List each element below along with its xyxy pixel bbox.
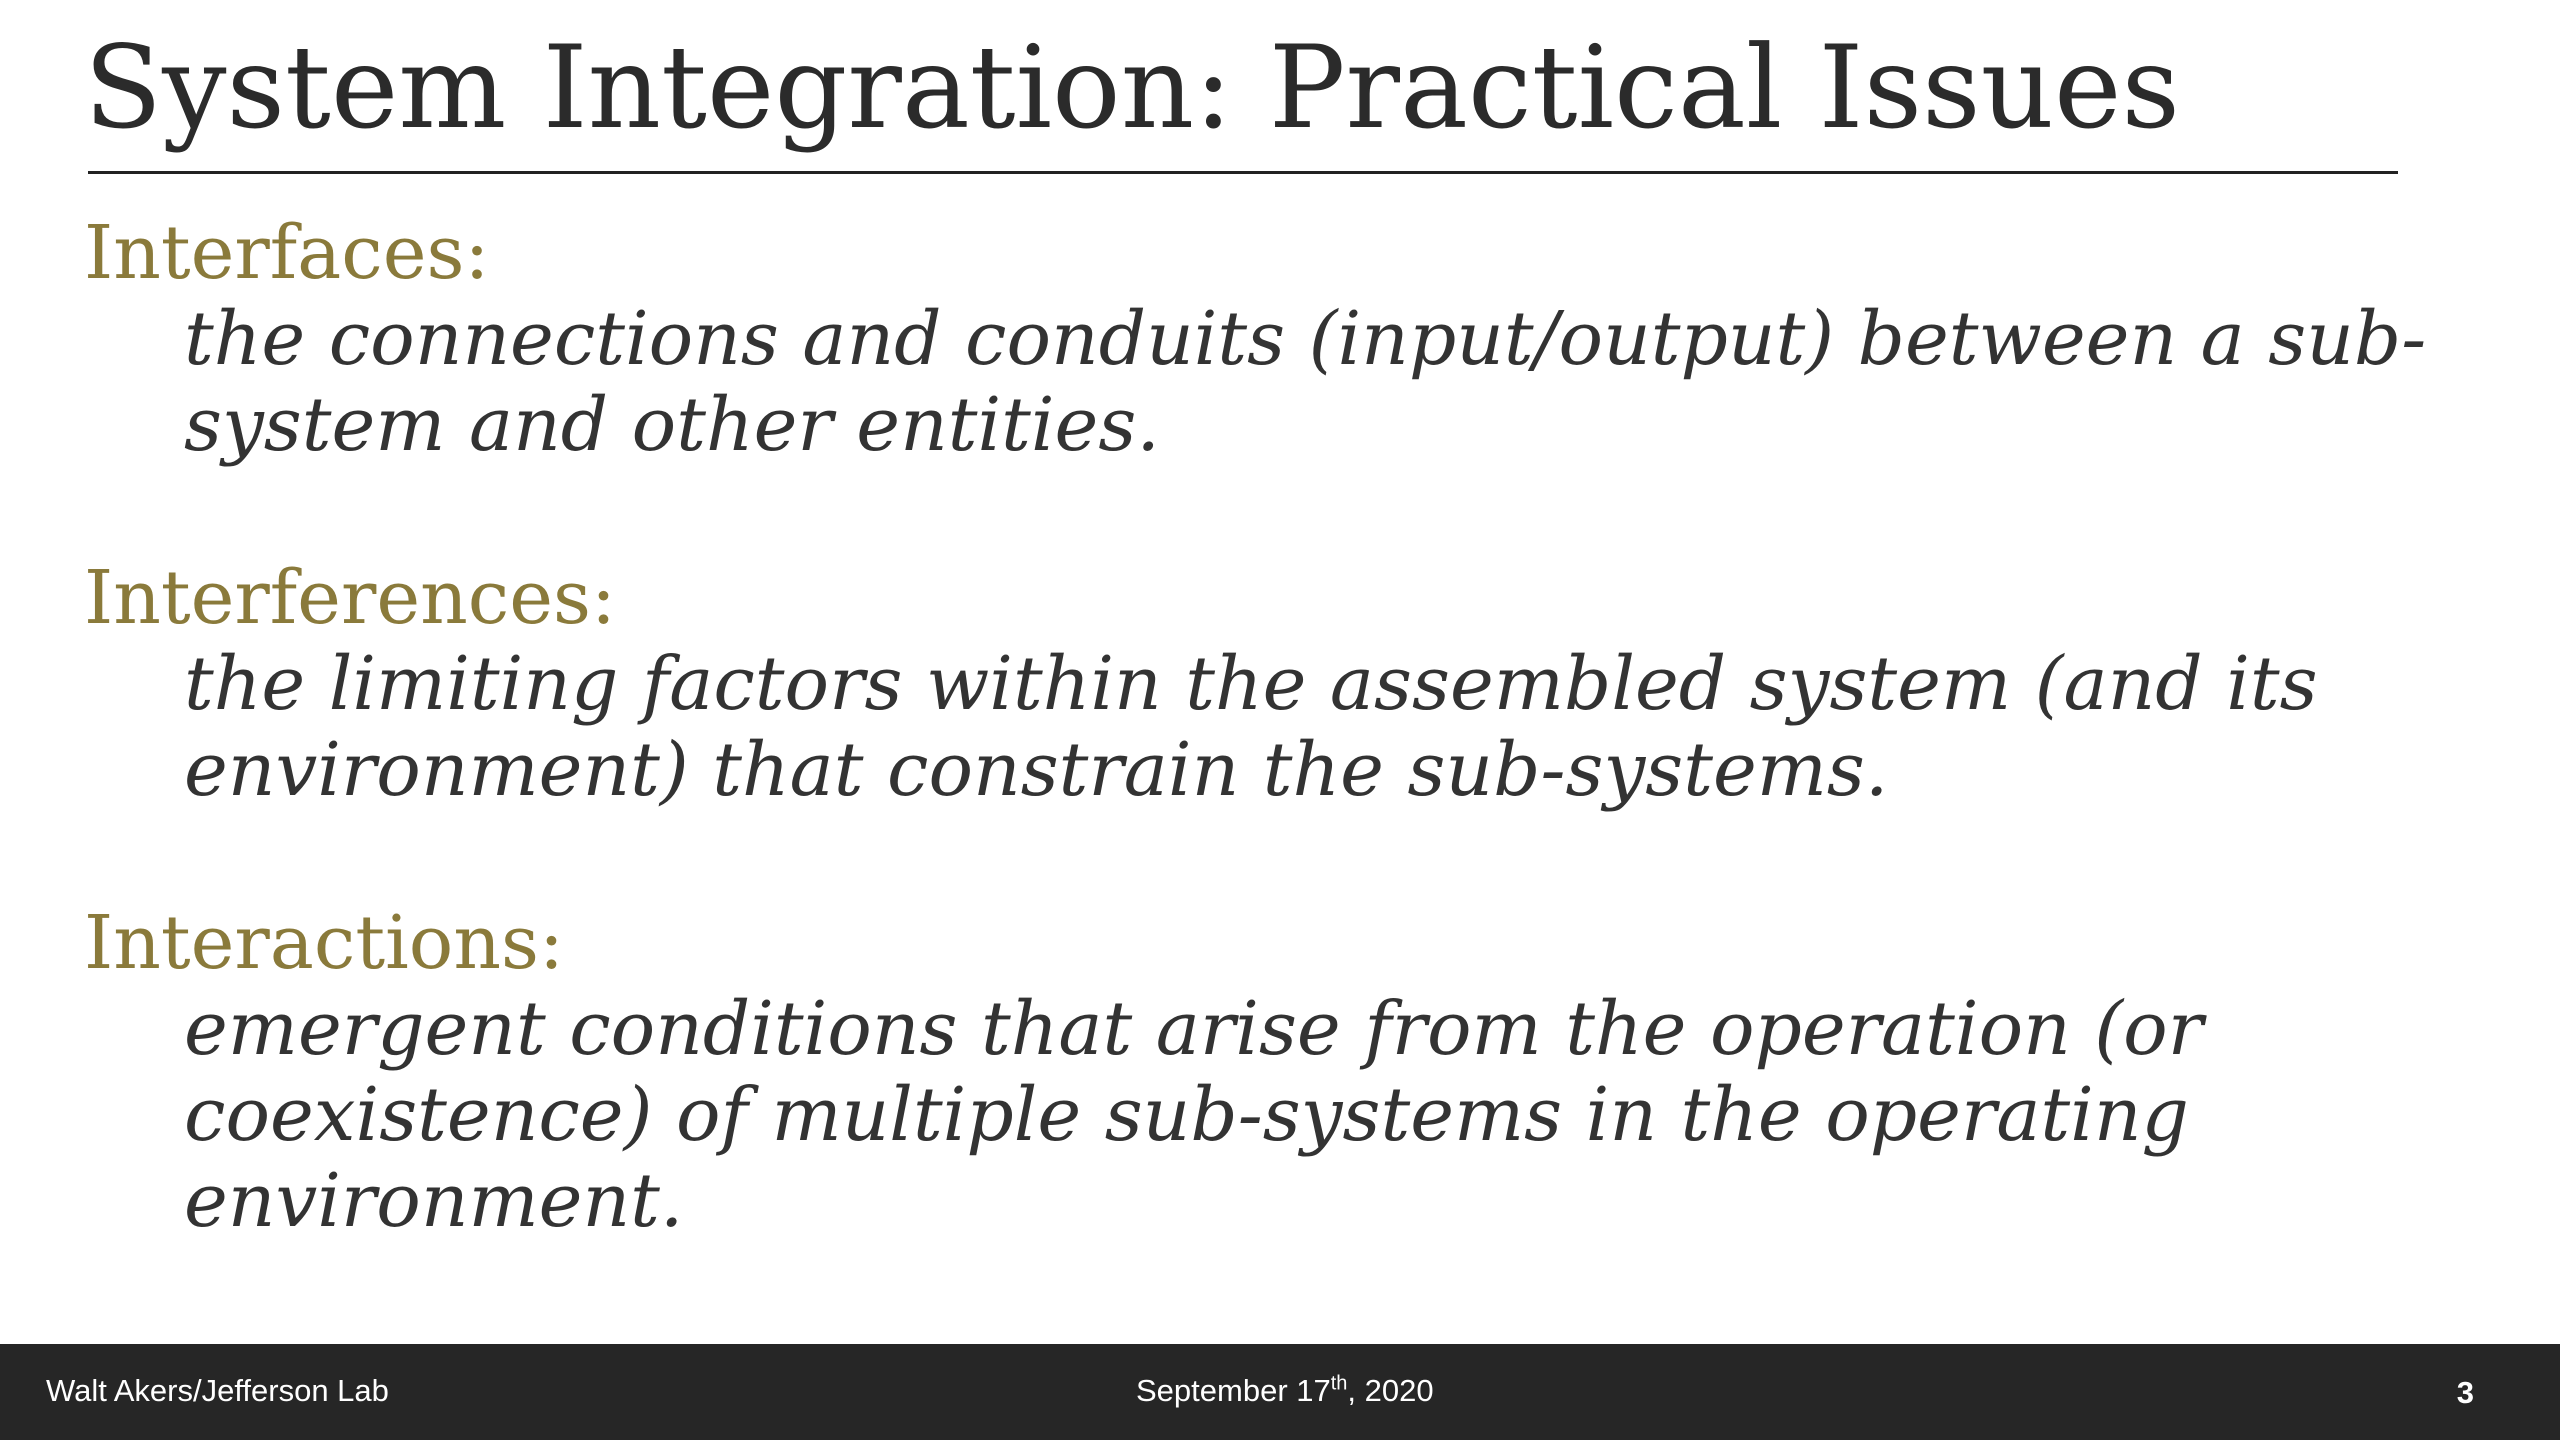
term-heading: Interfaces:	[84, 210, 490, 296]
footer-bar	[0, 1344, 2560, 1440]
footer-author: Walt Akers/Jefferson Lab	[46, 1373, 389, 1408]
section-interfaces	[84, 210, 2484, 468]
footer-date-superscript: th	[1330, 1372, 1348, 1395]
footer-date-year: , 2020	[1347, 1373, 1434, 1408]
term-definition: the limiting factors within the assembled system (and its environment) that constrain the sub-systems.	[184, 641, 2318, 813]
footer-date-main: September 17	[1136, 1373, 1331, 1408]
term-heading: Interactions:	[84, 900, 564, 986]
section-interactions	[84, 900, 2484, 1244]
title-divider	[88, 171, 2398, 174]
term-definition: the connections and conduits (input/output) between a sub-system and other entities.	[184, 296, 2427, 468]
term-definition: emergent conditions that arise from the operation (or coexistence) of multiple sub-systems in the operating environment.	[184, 986, 2204, 1244]
slide-title: System Integration: Practical Issues	[84, 21, 2180, 154]
section-interferences	[84, 555, 2484, 813]
term-heading: Interferences:	[84, 555, 616, 641]
slide-number: 3	[2456, 1375, 2474, 1410]
footer-date	[1136, 1373, 1434, 1409]
